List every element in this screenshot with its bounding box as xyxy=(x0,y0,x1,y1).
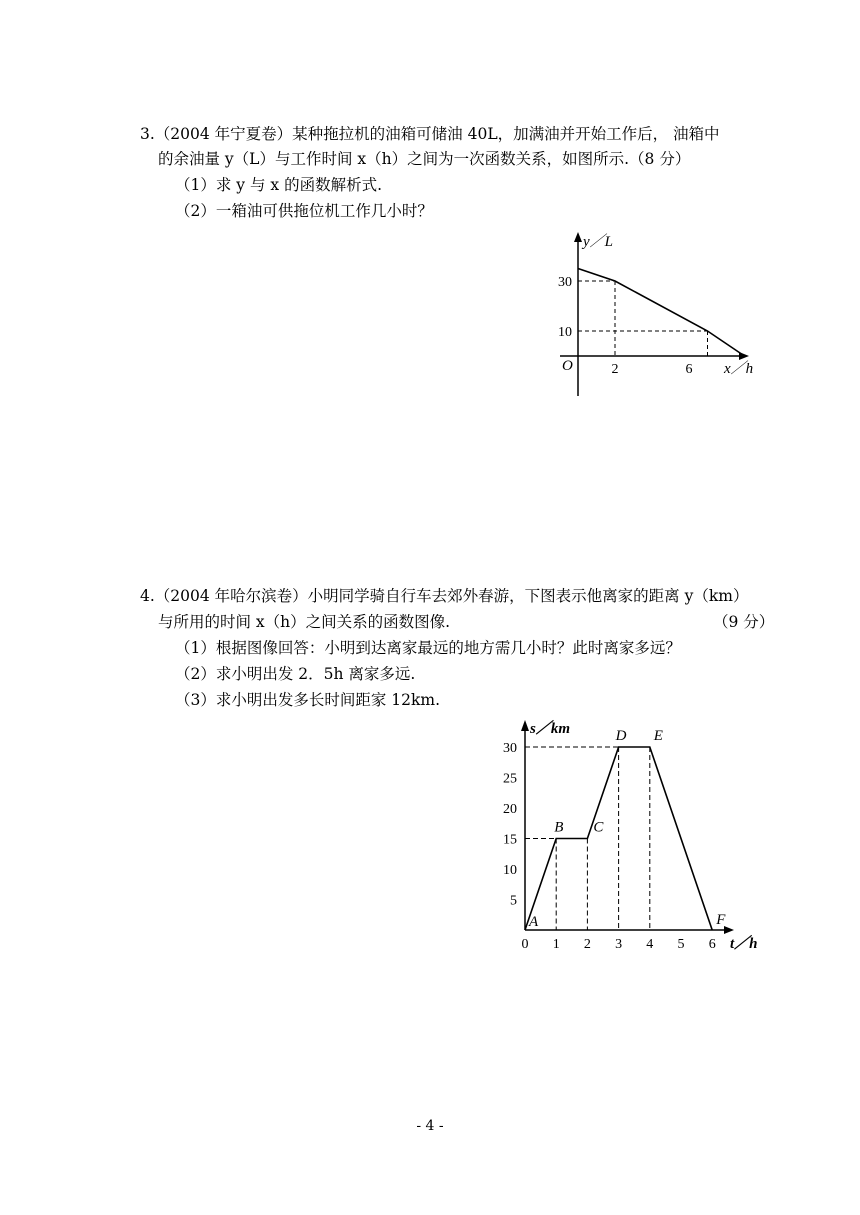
problem3-line2: 的余油量 y（L）与工作时间 x（h）之间为一次函数关系，如图所示.（8 分） xyxy=(158,150,691,168)
problem3-question2: （2）一箱油可供拖位机工作几小时？ xyxy=(175,202,433,220)
distance-chart xyxy=(490,715,780,960)
y-tick-label: 10 xyxy=(558,325,572,340)
problem4-line2: 与所用的时间 x（h）之间关系的函数图像. xyxy=(158,613,451,631)
problem4-question3: （3）求小明出发多长时间距家 12km. xyxy=(175,691,441,709)
fuel-chart xyxy=(540,228,780,398)
fuel-line xyxy=(578,269,745,357)
point-label-b: B xyxy=(554,819,564,836)
problem3-question1: （1）求 y 与 x 的函数解析式. xyxy=(175,176,382,194)
x-tick-label: 4 xyxy=(646,937,654,952)
y-axis-arrow xyxy=(574,232,582,242)
page-number: - 4 - xyxy=(416,1118,444,1134)
y-axis-label: y／L xyxy=(583,234,614,250)
x-tick-label: 5 xyxy=(677,937,685,952)
point-label-d: D xyxy=(615,728,627,744)
y-tick-label: 25 xyxy=(503,771,517,787)
y-tick-label: 30 xyxy=(558,275,572,290)
problem4-score: （9 分） xyxy=(713,613,775,631)
x-axis-arrow xyxy=(724,926,734,934)
point-label-e: E xyxy=(653,728,663,744)
x-tick-label: 3 xyxy=(615,937,623,952)
y-axis-label: s／km xyxy=(530,721,571,737)
x-axis-label: x／h xyxy=(724,361,754,377)
y-tick-label: 10 xyxy=(503,863,517,878)
problem4-line1: 4.（2004 年哈尔滨卷）小明同学骑自行车去郊外春游，下图表示他离家的距离 y（km） xyxy=(140,587,749,605)
y-tick-label: 5 xyxy=(510,893,517,909)
y-tick-label: 15 xyxy=(503,832,517,848)
x-axis-label: t／h xyxy=(730,936,758,952)
x-tick-label: 2 xyxy=(583,937,591,952)
x-tick-label: 6 xyxy=(708,937,716,952)
origin-label: O xyxy=(562,358,573,374)
x-tick-label: 2 xyxy=(611,362,619,377)
problem3-line1: 3.（2004 年宁夏卷）某种拖拉机的油箱可储油 40L，加满油并开始工作后， 油箱中 xyxy=(140,125,720,143)
y-axis-arrow xyxy=(521,720,529,731)
point-label-a: A xyxy=(529,914,539,930)
y-tick-label: 20 xyxy=(503,802,517,817)
x-tick-label: 0 xyxy=(521,937,529,952)
point-label-f: F xyxy=(716,912,726,928)
x-tick-label: 6 xyxy=(685,362,693,377)
problem4-question2: （2）求小明出发 2．5h 离家多远. xyxy=(175,665,416,683)
problem4-question1: （1）根据图像回答：小明到达离家最远的地方需几小时？此时离家多远？ xyxy=(175,639,681,657)
point-label-c: C xyxy=(593,819,604,836)
y-tick-label: 30 xyxy=(503,741,517,756)
x-tick-label: 1 xyxy=(552,937,560,952)
